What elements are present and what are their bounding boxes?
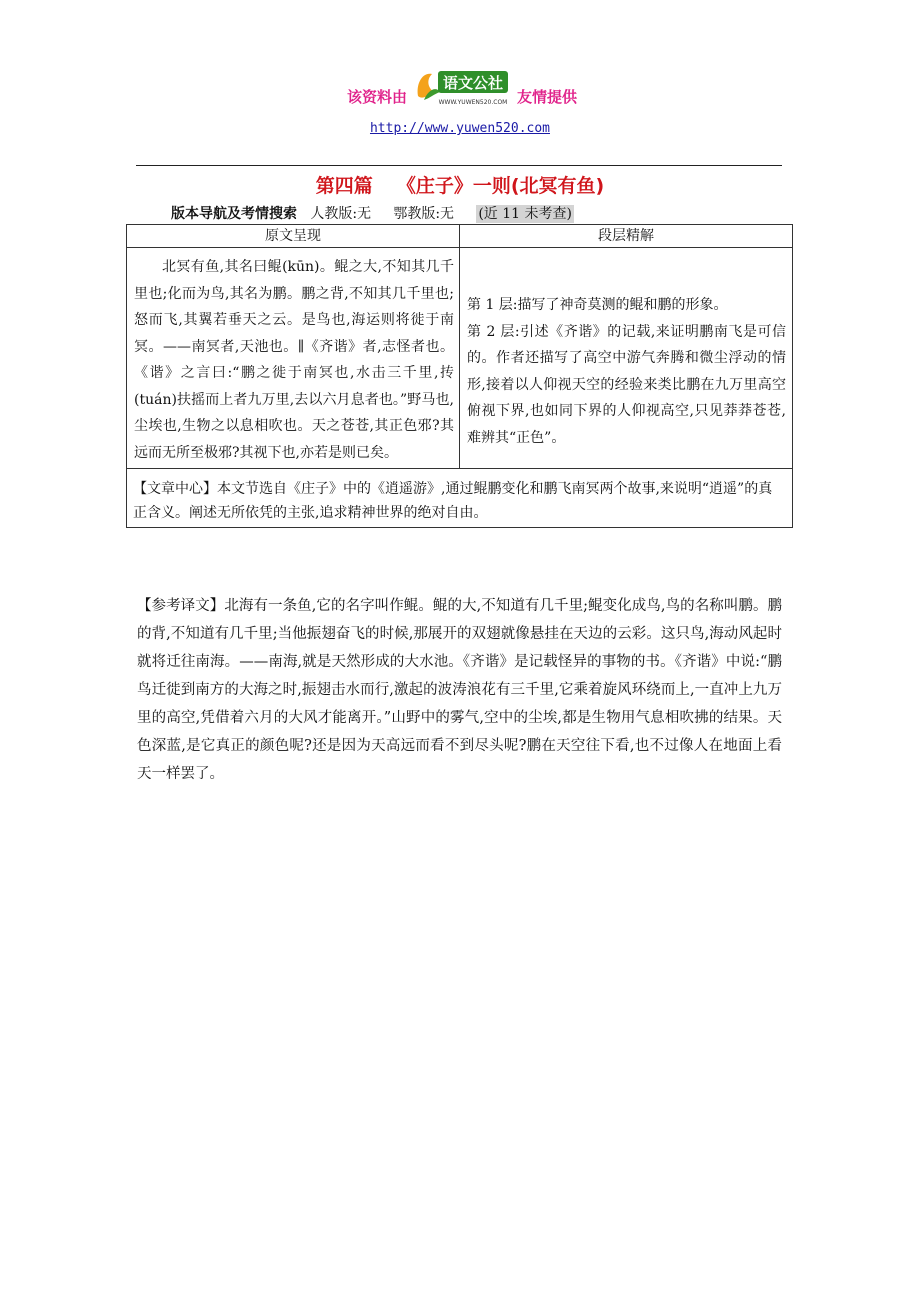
center-label: 【文章中心】 xyxy=(133,481,217,497)
analysis-table xyxy=(126,224,793,528)
col-header-layers: 段层精解 xyxy=(460,225,793,248)
provided-by-text: 该资料由 xyxy=(347,88,408,106)
layer-2: 第 2 层:引述《齐谐》的记载,来证明鹏南飞是可信的。作者还描写了高空中游气奔腾和微尘浮动的情形,接着以人仰视天空的经验来类比鹏在九万里高空俯视下界,也如同下界的人仰视高空,只见莽莽苍苍,难辨其“正色”。 xyxy=(467,323,786,446)
page-title xyxy=(0,171,920,198)
layer-1: 第 1 层:描写了神奇莫测的鲲和鹏的形象。 xyxy=(467,297,728,313)
source-url-link[interactable]: http://www.yuwen520.com xyxy=(369,121,550,136)
original-text-cell xyxy=(127,248,460,469)
translation-label: 【参考译文】 xyxy=(137,598,225,614)
logo-title: 语文公社 xyxy=(442,74,504,92)
original-text: 北冥有鱼,其名曰鲲(kūn)。鲲之大,不知其几千里也;化而为鸟,其名为鹏。鹏之背,不知其几千里也;怒而飞,其翼若垂天之云。是鸟也,海运则将徙于南冥。——南冥者,天池也。∥《齐谐》者,志怪者也。《谐》之言曰:“鹏之徙于南冥也,水击三千里,抟(tuán)扶摇而上者九万里,去以六月息者也。”野马也,尘埃也,生物之以息相吹也。天之苍苍,其正色邪?其远而无所至极邪?其视下也,亦若是则已矣。 xyxy=(134,259,454,461)
title-part: 第四篇 xyxy=(315,175,373,197)
exam-status: (近 11 未考查) xyxy=(478,206,572,222)
ejiao-edition: 鄂教版:无 xyxy=(393,206,455,222)
center-text: 本文节选自《庄子》中的《逍遥游》,通过鲲鹏变化和鹏飞南冥两个故事,来说明“逍遥”的真正含义。阐述无所依凭的主张,追求精神世界的绝对自由。 xyxy=(133,481,773,521)
col-header-original: 原文呈现 xyxy=(127,225,460,248)
edition-label: 版本导航及考情搜索 xyxy=(171,206,297,222)
friendly-provided-text: 友情提供 xyxy=(517,88,578,106)
reference-translation xyxy=(137,592,782,788)
edition-info xyxy=(171,203,574,223)
translation-text: 北海有一条鱼,它的名字叫作鲲。鲲的大,不知道有几千里;鲲变化成鸟,鸟的名称叫鹏。鹏的背,不知道有几千里;当他振翅奋飞的时候,那展开的双翅就像悬挂在天边的云彩。这只鸟,海动风起时就将迁往南海。——南海,就是天然形成的大水池。《齐谐》是记载怪异的事物的书。《齐谐》中说:“鹏鸟迁徙到南方的大海之时,振翅击水而行,激起的波涛浪花有三千里,它乘着旋风环绕而上,一直冲上九万里的高空,凭借着六月的大风才能离开。”山野中的雾气,空中的尘埃,都是生物用气息相吹拂的结果。天色深蓝,是它真正的颜色呢?还是因为天高远而看不到尽头呢?鹏在天空往下看,也不过像人在地面上看天一样罢了。 xyxy=(137,598,783,782)
renjiao-edition: 人教版:无 xyxy=(310,206,372,222)
source-header xyxy=(0,62,920,106)
header-divider xyxy=(136,165,782,166)
title-name: 《庄子》一则(北冥有鱼) xyxy=(396,175,605,197)
article-center-cell xyxy=(127,469,793,528)
logo-url: WWW.YUWEN520.COM xyxy=(438,99,508,106)
layer-analysis-cell xyxy=(460,248,793,469)
yuwen-logo xyxy=(414,66,514,110)
